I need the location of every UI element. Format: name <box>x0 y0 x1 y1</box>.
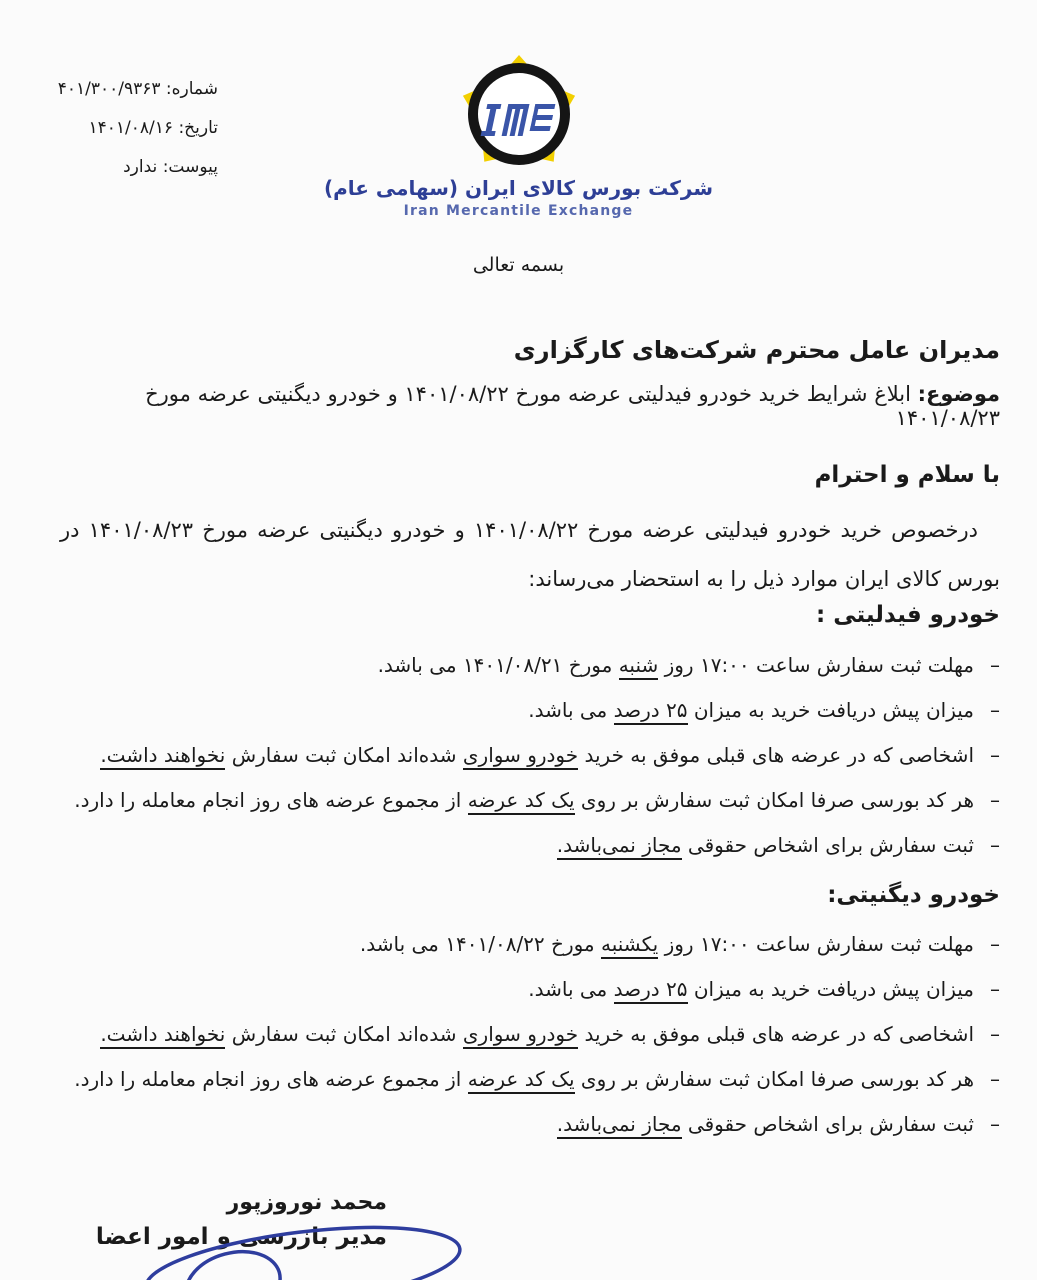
bullet-item <box>60 823 1000 868</box>
bullet-item <box>60 1057 1000 1102</box>
letter-attachment-value: ندارد <box>123 157 158 177</box>
bullet-text: هر کد بورسی صرفا امکان ثبت سفارش بر روی یک کد عرضه از مجموع عرضه های روز انجام معامله را دارد. <box>74 788 974 815</box>
subject-text: ابلاغ شرایط خرید خودرو فیدلیتی عرضه مورخ ۱۴۰۱/۰۸/۲۲ و خودرو دیگنیتی عرضه مورخ ۱۴۰۱/۰۸/۲۳ <box>145 382 1000 430</box>
bullet-text: میزان پیش دریافت خرید به میزان ۲۵ درصد می باشد. <box>528 698 974 725</box>
bullet-dash-icon: – <box>990 698 1000 722</box>
section-title-dignity: خودرو دیگنیتی: <box>827 882 1000 908</box>
bullet-dash-icon: – <box>990 1112 1000 1136</box>
bullet-text: هر کد بورسی صرفا امکان ثبت سفارش بر روی یک کد عرضه از مجموع عرضه های روز انجام معامله را دارد. <box>74 1067 974 1094</box>
letter-date-value: ۱۴۰۱/۰۸/۱۶ <box>88 118 174 138</box>
bullet-list-dignity <box>60 922 1000 1147</box>
org-name-en: Iran Mercantile Exchange <box>403 203 634 219</box>
bullet-text: اشخاصی که در عرضه های قبلی موفق به خرید خودرو سواری شده‌اند امکان ثبت سفارش نخواهند داشت. <box>100 743 974 770</box>
bullet-dash-icon: – <box>990 743 1000 767</box>
bullet-item <box>60 643 1000 688</box>
bullet-item <box>60 688 1000 733</box>
subject-label: موضوع: <box>917 382 1000 406</box>
section-title-fidelity: خودرو فیدلیتی : <box>816 602 1000 628</box>
bullet-item <box>60 1102 1000 1147</box>
handwritten-signature <box>128 1210 470 1280</box>
bullet-dash-icon: – <box>990 833 1000 857</box>
bullet-text: ثبت سفارش برای اشخاص حقوقی مجاز نمی‌باشد. <box>557 1112 974 1139</box>
bullet-dash-icon: – <box>990 653 1000 677</box>
bullet-dash-icon: – <box>990 1022 1000 1046</box>
signer-name: محمد نوروزپور <box>226 1190 387 1215</box>
ime-logo-icon <box>459 54 579 174</box>
bullet-list-fidelity <box>60 643 1000 868</box>
letter-attachment-label: پیوست: <box>162 157 218 177</box>
recipient-heading: مدیران عامل محترم شرکت‌های کارگزاری <box>513 336 1000 364</box>
bullet-text: مهلت ثبت سفارش ساعت ۱۷:۰۰ روز یکشنبه مورخ ۱۴۰۱/۰۸/۲۲ می باشد. <box>360 932 974 959</box>
letter-number-value: ۴۰۱/۳۰۰/۹۳۶۳ <box>57 79 161 99</box>
signer-title: مدیر بازرسی و امور اعضا <box>95 1224 387 1250</box>
org-name-fa: شرکت بورس کالای ایران (سهامی عام) <box>323 176 714 200</box>
bullet-dash-icon: – <box>990 1067 1000 1091</box>
bullet-item <box>60 778 1000 823</box>
letter-date-label: تاریخ: <box>178 118 218 138</box>
bullet-text: اشخاصی که در عرضه های قبلی موفق به خرید خودرو سواری شده‌اند امکان ثبت سفارش نخواهند داشت. <box>100 1022 974 1049</box>
bullet-text: مهلت ثبت سفارش ساعت ۱۷:۰۰ روز شنبه مورخ ۱۴۰۱/۰۸/۲۱ می باشد. <box>378 653 974 680</box>
ime-logo-block <box>0 54 1037 219</box>
bullet-text: ثبت سفارش برای اشخاص حقوقی مجاز نمی‌باشد. <box>557 833 974 860</box>
bullet-dash-icon: – <box>990 788 1000 812</box>
salutation: با سلام و احترام <box>814 462 1000 488</box>
bismillah: بسمه تعالی <box>472 254 565 276</box>
bullet-item <box>60 1012 1000 1057</box>
bullet-item <box>60 733 1000 778</box>
bullet-dash-icon: – <box>990 932 1000 956</box>
bullet-item <box>60 922 1000 967</box>
letter-number-label: شماره: <box>165 79 218 99</box>
subject-line <box>60 382 1000 430</box>
bullet-dash-icon: – <box>990 977 1000 1001</box>
intro-paragraph: درخصوص خرید خودرو فیدلیتی عرضه مورخ ۱۴۰۱/۰۸/۲۲ و خودرو دیگنیتی عرضه مورخ ۱۴۰۱/۰۸/۲۳ در بورس کالای ایران موارد ذیل را به استحضار می‌رساند: <box>60 518 1000 591</box>
bullet-item <box>60 967 1000 1012</box>
bullet-text: میزان پیش دریافت خرید به میزان ۲۵ درصد می باشد. <box>528 977 974 1004</box>
